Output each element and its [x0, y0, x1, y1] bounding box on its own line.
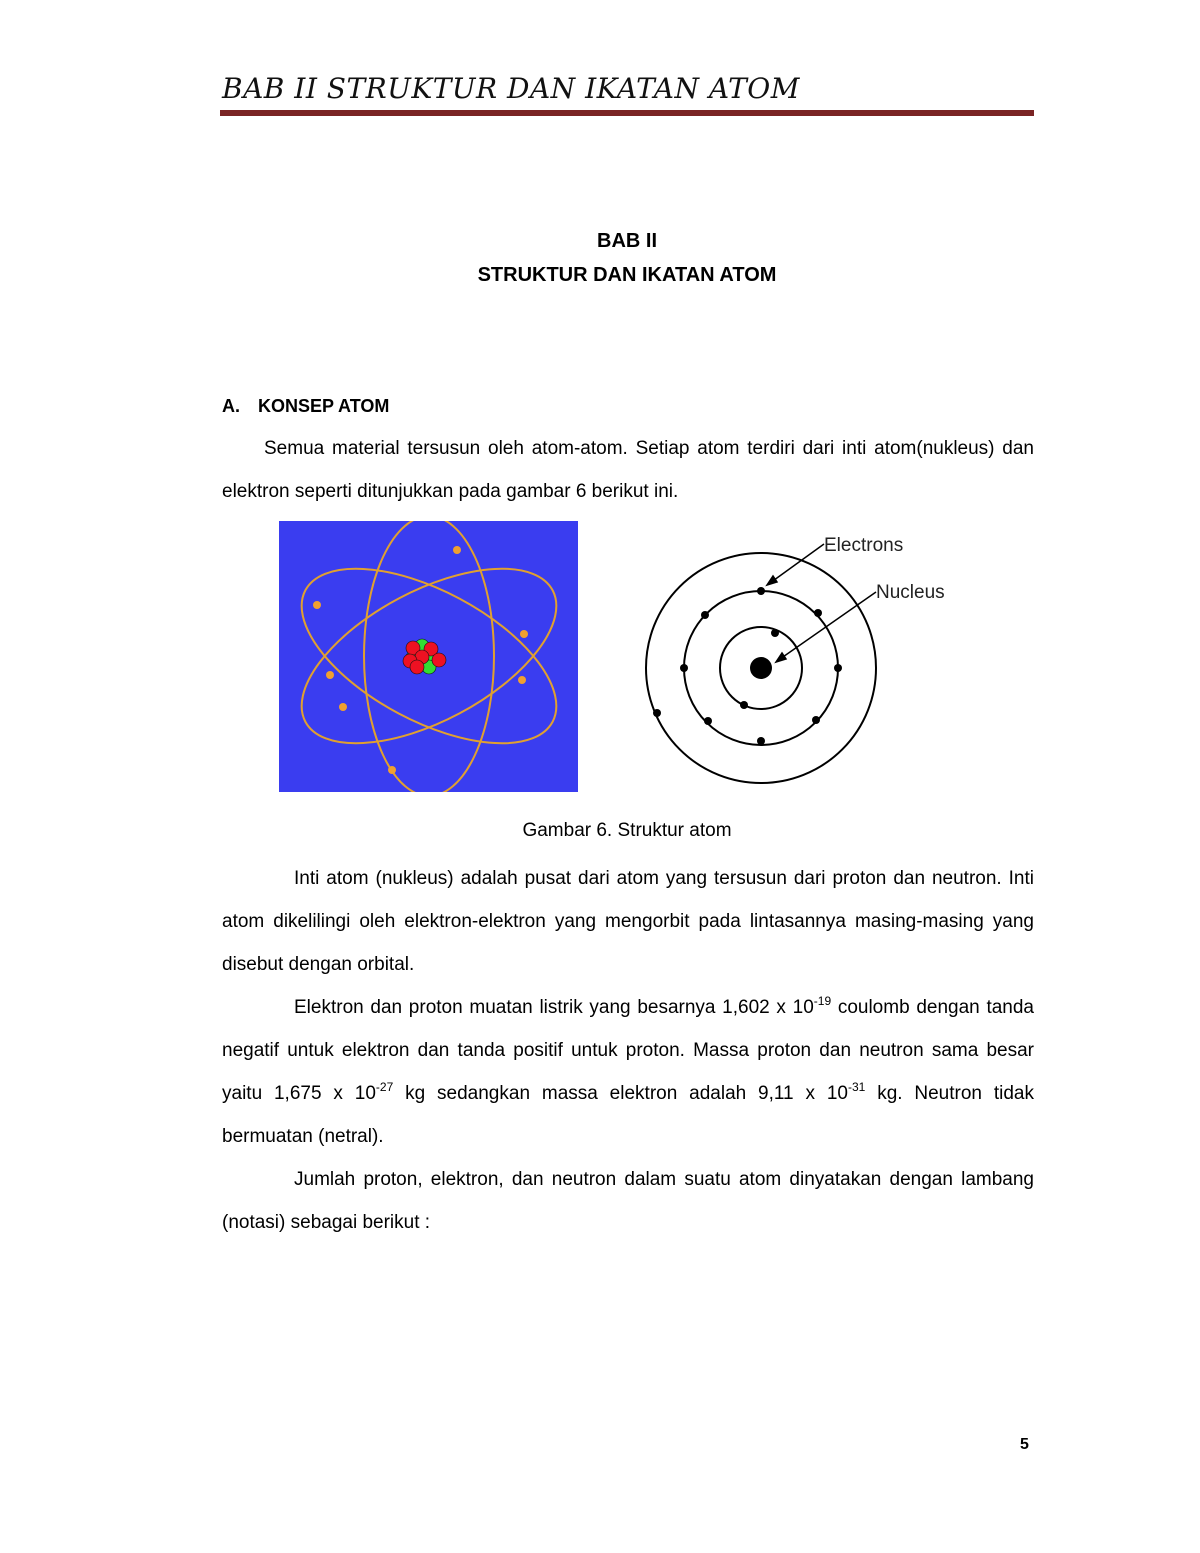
- electron-5: [518, 676, 526, 684]
- section-title: KONSEP ATOM: [258, 396, 390, 416]
- electron: [814, 609, 822, 617]
- nucleus-arrow-head: [776, 653, 786, 662]
- figure-caption: Gambar 6. Struktur atom: [522, 820, 732, 841]
- proton: [432, 653, 446, 667]
- electron-3: [520, 630, 528, 638]
- electron: [653, 709, 661, 717]
- proton: [410, 660, 424, 674]
- atom-shell-diagram: [640, 525, 960, 787]
- page-number: 5: [1020, 1436, 1029, 1453]
- text-segment: coulomb dengan tanda negatif untuk elektron dan tanda positif untuk proton. Massa proton dan neutron sama besar yaitu 1,675 x 10: [222, 997, 1034, 1104]
- electron-2: [313, 601, 321, 609]
- nucleus-arrow-line: [780, 592, 876, 659]
- electron: [771, 629, 779, 637]
- electron: [704, 717, 712, 725]
- paragraph-intro: Semua material tersusun oleh atom-atom. Setiap atom terdiri dari inti atom(nukleus) dan elektron seperti ditunjukkan pada gambar 6 berikut ini.: [222, 438, 1034, 502]
- section-heading: [222, 396, 389, 417]
- text-segment: kg. Neutron tidak bermuatan (netral).: [222, 1083, 1034, 1147]
- electron: [757, 587, 765, 595]
- exponent: -19: [813, 994, 832, 1008]
- electron: [680, 664, 688, 672]
- section-number: A.: [222, 396, 240, 416]
- text-segment: Elektron dan proton muatan listrik yang besarnya 1,602 x 10: [294, 997, 814, 1018]
- nucleus-label: Nucleus: [876, 582, 945, 603]
- electron-4: [326, 671, 334, 679]
- paragraph-charge-mass: [222, 986, 1034, 1158]
- electron-6: [339, 703, 347, 711]
- electron: [757, 737, 765, 745]
- electron: [834, 664, 842, 672]
- electron: [812, 716, 820, 724]
- text-segment: kg sedangkan massa elektron adalah 9,11 x 10: [393, 1083, 848, 1104]
- exponent: -27: [375, 1080, 394, 1094]
- chapter-label: BAB II: [597, 230, 657, 252]
- electron: [740, 701, 748, 709]
- chapter-title: STRUKTUR DAN IKATAN ATOM: [477, 264, 777, 286]
- label-arrows: [767, 544, 876, 662]
- paragraph-nucleus: Inti atom (nukleus) adalah pusat dari atom yang tersusun dari proton dan neutron. Inti atom dikelilingi oleh elektron-elektron yang mengorbit pada lintasannya masing-masing yang disebut dengan orbital.: [222, 868, 1034, 975]
- exponent: -31: [847, 1080, 866, 1094]
- paragraph-notation: Jumlah proton, elektron, dan neutron dalam suatu atom dinyatakan dengan lambang (notasi) sebagai berikut :: [222, 1169, 1034, 1233]
- electrons-arrow-line: [770, 544, 824, 583]
- electron: [701, 611, 709, 619]
- running-header: BAB II STRUKTUR DAN IKATAN ATOM: [222, 72, 800, 105]
- nucleus: [750, 657, 772, 679]
- electron-1: [453, 546, 461, 554]
- header-rule: [220, 110, 1034, 116]
- atom-orbit-illustration: [279, 521, 578, 792]
- electron-7: [388, 766, 396, 774]
- electrons-arrow-head: [767, 576, 777, 585]
- electrons-label: Electrons: [824, 535, 904, 556]
